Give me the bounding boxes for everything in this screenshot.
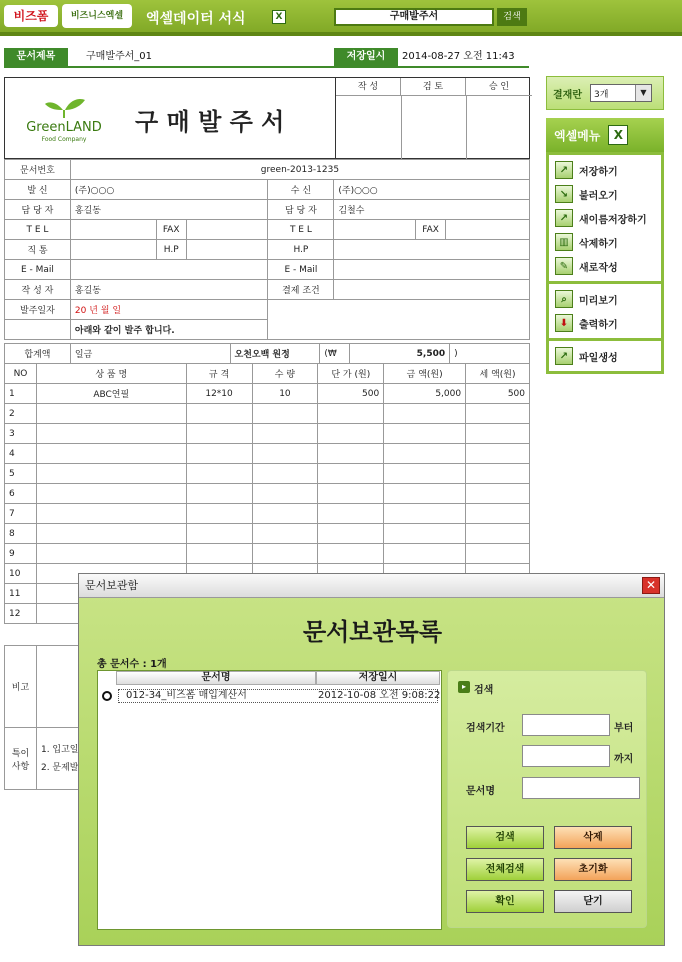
hp-label: H.P — [268, 240, 334, 260]
app-title: 엑셀데이터 서식 — [146, 11, 246, 27]
table-cell[interactable] — [36, 424, 186, 444]
payment-label: 결제 조건 — [268, 280, 334, 300]
table-row[interactable] — [5, 504, 530, 524]
column-header: 세 액(원) — [466, 364, 530, 384]
manager-label: 담 당 자 — [268, 200, 334, 220]
table-cell[interactable] — [384, 504, 466, 524]
close-button[interactable]: 닫기 — [554, 890, 632, 913]
file-create-icon: ↗ — [555, 347, 573, 365]
approval-divider — [401, 96, 402, 159]
table-cell[interactable] — [318, 544, 384, 564]
table-cell[interactable] — [384, 424, 466, 444]
reset-button[interactable]: 초기화 — [554, 858, 632, 881]
doc-no-value[interactable]: green-2013-1235 — [70, 160, 529, 180]
excel-icon: X — [608, 125, 628, 145]
table-cell[interactable] — [186, 404, 252, 424]
table-cell[interactable] — [384, 404, 466, 424]
period-to-input[interactable] — [522, 745, 610, 767]
writer-value[interactable]: 홍길동 — [70, 280, 268, 300]
table-cell[interactable]: 500 — [466, 384, 530, 404]
table-cell[interactable] — [36, 524, 186, 544]
special-label: 특이 사항 — [5, 728, 37, 790]
list-item-name: 012-34_비즈폼 매입계산서 — [126, 690, 247, 701]
list-header-date[interactable]: 저장일시 — [316, 671, 440, 685]
approval-grid — [335, 78, 531, 159]
table-cell[interactable]: 12 — [5, 604, 37, 624]
greenland-logo — [19, 88, 109, 146]
hp-right-value[interactable] — [334, 240, 530, 260]
saved-time-label: 저장일시 — [334, 48, 398, 66]
table-cell[interactable]: 9 — [5, 544, 37, 564]
doc-no-label: 문서번호 — [5, 160, 71, 180]
table-cell[interactable] — [466, 544, 530, 564]
brand-name: GreenLAND — [26, 120, 102, 135]
column-header: NO — [5, 364, 37, 384]
period-label: 검색기간 — [466, 723, 505, 734]
menu-open[interactable] — [549, 182, 661, 206]
doc-list — [97, 670, 442, 930]
period-from-input[interactable] — [522, 714, 610, 736]
tel-left-value[interactable] — [70, 220, 156, 240]
table-row[interactable] — [5, 544, 530, 564]
business-excel-logo[interactable]: 비즈니스엑셀 — [62, 4, 132, 28]
menu-file-create[interactable] — [549, 344, 661, 368]
receiver-value[interactable]: (주)○○○ — [334, 180, 530, 200]
list-item[interactable] — [98, 689, 441, 703]
table-cell[interactable]: 500 — [318, 384, 384, 404]
table-cell[interactable]: 2 — [5, 404, 37, 424]
receiver-label: 수 신 — [268, 180, 334, 200]
table-row[interactable] — [5, 384, 530, 404]
approval-divider — [466, 96, 467, 159]
info-table — [4, 159, 530, 340]
hp-label: H.P — [156, 240, 186, 260]
menu-delete[interactable] — [549, 230, 661, 254]
table-row[interactable] — [5, 524, 530, 544]
table-cell[interactable] — [466, 484, 530, 504]
docname-label: 문서명 — [466, 786, 495, 797]
total-table — [4, 343, 530, 364]
header-divider — [4, 66, 529, 68]
form-title-block — [4, 77, 530, 159]
docname-input[interactable] — [522, 777, 640, 799]
table-cell[interactable]: 4 — [5, 444, 37, 464]
table-cell[interactable]: 5,000 — [384, 384, 466, 404]
bizform-logo[interactable]: 비즈폼 — [4, 5, 58, 27]
table-cell[interactable] — [186, 464, 252, 484]
direct-label: 직 통 — [5, 240, 71, 260]
table-cell[interactable] — [318, 444, 384, 464]
search-panel-title: 검색 — [474, 685, 494, 696]
open-icon: ↘ — [555, 185, 573, 203]
brand-sub: Food Company — [41, 136, 87, 143]
preview-icon: ⌕ — [555, 290, 573, 308]
hp-left-value[interactable] — [186, 240, 268, 260]
table-cell[interactable]: 12*10 — [186, 384, 252, 404]
doc-search-input[interactable]: 구매발주서 — [334, 8, 494, 26]
menu-preview[interactable] — [549, 287, 661, 311]
table-cell[interactable] — [252, 484, 318, 504]
table-row[interactable] — [5, 464, 530, 484]
tel-label: T E L — [5, 220, 71, 240]
table-cell[interactable] — [318, 464, 384, 484]
table-cell[interactable] — [318, 404, 384, 424]
table-cell[interactable] — [252, 544, 318, 564]
table-cell[interactable] — [186, 524, 252, 544]
table-cell[interactable] — [186, 424, 252, 444]
search-all-button[interactable]: 전체검색 — [466, 858, 544, 881]
table-cell[interactable] — [186, 504, 252, 524]
order-date-value[interactable]: 20 년 월 일 — [70, 300, 268, 320]
table-cell[interactable] — [318, 424, 384, 444]
table-cell[interactable] — [186, 484, 252, 504]
manager-left-value[interactable]: 홍길동 — [70, 200, 268, 220]
doc-count: 총 문서수 : 1개 — [97, 659, 167, 670]
special-line-1: 1. 입고일 — [40, 744, 79, 755]
table-cell[interactable] — [384, 524, 466, 544]
menu-save[interactable] — [549, 158, 661, 182]
manager-label: 담 당 자 — [5, 200, 71, 220]
table-cell[interactable] — [36, 504, 186, 524]
table-cell[interactable] — [186, 444, 252, 464]
fax-left-value[interactable] — [186, 220, 268, 240]
payment-value[interactable] — [334, 280, 530, 300]
new-doc-icon: ✎ — [555, 257, 573, 275]
save-as-icon: ↗ — [555, 209, 573, 227]
email-label: E - Mail — [268, 260, 334, 280]
menu-group-file-create — [546, 341, 664, 374]
table-cell[interactable] — [252, 444, 318, 464]
fax-right-value[interactable] — [446, 220, 530, 240]
table-cell[interactable] — [318, 524, 384, 544]
tel-label: T E L — [268, 220, 334, 240]
menu-delete-label: 삭제하기 — [579, 238, 618, 250]
column-header: 상 품 명 — [36, 364, 186, 384]
save-icon: ↗ — [555, 161, 573, 179]
table-cell[interactable]: 8 — [5, 524, 37, 544]
table-cell[interactable] — [318, 484, 384, 504]
doc-title-value[interactable]: 구매발주서_01 — [86, 51, 153, 62]
menu-open-label: 불러오기 — [579, 190, 618, 202]
approval-review: 검 토 — [401, 78, 466, 96]
doc-archive-modal — [78, 573, 665, 946]
list-item-date: 2012-10-08 오전 9:08:22 — [318, 690, 441, 701]
table-cell[interactable] — [318, 504, 384, 524]
sender-value[interactable]: (주)○○○ — [70, 180, 268, 200]
doc-title-label: 문서제목 — [4, 48, 68, 66]
menu-print-label: 출력하기 — [579, 319, 618, 331]
table-cell[interactable] — [384, 484, 466, 504]
right-panel — [546, 76, 664, 374]
column-header: 규 격 — [186, 364, 252, 384]
table-cell[interactable]: 3 — [5, 424, 37, 444]
approval-select[interactable] — [590, 84, 652, 102]
table-row[interactable] — [5, 444, 530, 464]
total-words: 오천오백 원정 — [230, 344, 320, 364]
table-cell[interactable] — [466, 504, 530, 524]
total-close: ) — [450, 344, 530, 364]
table-cell[interactable] — [36, 444, 186, 464]
table-cell[interactable]: 6 — [5, 484, 37, 504]
table-row[interactable] — [5, 424, 530, 444]
fax-label: FAX — [156, 220, 186, 240]
modal-heading: 문서보관목록 — [302, 618, 443, 646]
sender-label: 발 신 — [5, 180, 71, 200]
approval-select-bar — [546, 76, 664, 110]
table-cell[interactable] — [466, 424, 530, 444]
table-cell[interactable]: 10 — [252, 384, 318, 404]
table-cell[interactable]: 10 — [5, 564, 37, 584]
table-cell[interactable] — [466, 524, 530, 544]
table-cell[interactable] — [36, 404, 186, 424]
print-icon: ⬇ — [555, 314, 573, 332]
radio-button[interactable] — [102, 691, 112, 701]
total-prefix: 일금 — [70, 344, 230, 364]
notice-text: 아래와 같이 발주 합니다. — [70, 320, 268, 340]
table-cell[interactable]: ABC연필 — [36, 384, 186, 404]
form-heading: 구 매 발 주 서 — [135, 108, 285, 136]
order-date-label: 발주일자 — [5, 300, 71, 320]
table-cell[interactable] — [186, 544, 252, 564]
table-row[interactable] — [5, 484, 530, 504]
menu-group-print — [546, 284, 664, 341]
table-cell[interactable]: 1 — [5, 384, 37, 404]
approval-select-label: 결재란 — [553, 89, 582, 101]
excel-icon: X — [272, 10, 286, 24]
to-label: 까지 — [614, 754, 634, 765]
menu-save-as-label: 새이름저장하기 — [579, 214, 647, 226]
table-cell[interactable]: 5 — [5, 464, 37, 484]
top-bar — [0, 0, 682, 36]
direct-left-value[interactable] — [70, 240, 156, 260]
approval-writer: 작 성 — [336, 78, 401, 96]
table-cell[interactable] — [252, 504, 318, 524]
approval-select-value: 3개 — [593, 89, 609, 100]
menu-preview-label: 미리보기 — [579, 295, 618, 307]
table-cell[interactable] — [384, 444, 466, 464]
menu-print[interactable] — [549, 311, 661, 335]
modal-titlebar[interactable] — [79, 574, 664, 598]
close-icon[interactable]: ✕ — [642, 577, 660, 594]
search-panel — [447, 670, 647, 928]
column-header: 수 량 — [252, 364, 318, 384]
table-cell[interactable] — [36, 464, 186, 484]
table-cell[interactable] — [466, 464, 530, 484]
total-currency: (₩ — [320, 344, 350, 364]
manager-right-value[interactable]: 김철수 — [334, 200, 530, 220]
table-cell[interactable] — [36, 544, 186, 564]
writer-label: 작 성 자 — [5, 280, 71, 300]
items-header — [5, 364, 530, 384]
menu-save-label: 저장하기 — [579, 166, 618, 178]
saved-time-value: 2014-08-27 오전 11:43 — [402, 51, 515, 62]
excel-menu-title: 엑셀메뉴 — [554, 128, 601, 143]
special-line-2: 2. 문제발 — [40, 762, 79, 773]
arrow-right-icon: ▸ — [458, 681, 470, 693]
order-date-blank — [268, 300, 530, 340]
total-amount: 5,500 — [350, 344, 450, 364]
email-label: E - Mail — [5, 260, 71, 280]
remarks-label: 비고 — [5, 646, 37, 728]
tel-right-value[interactable] — [334, 220, 416, 240]
table-row[interactable] — [5, 404, 530, 424]
column-header: 단 가 (원) — [318, 364, 384, 384]
table-cell[interactable] — [252, 404, 318, 424]
table-cell[interactable]: 11 — [5, 584, 37, 604]
table-cell[interactable] — [252, 464, 318, 484]
table-cell[interactable] — [252, 524, 318, 544]
menu-new-label: 새로작성 — [579, 262, 618, 274]
trash-icon: ▥ — [555, 233, 573, 251]
fax-label: FAX — [416, 220, 446, 240]
menu-new[interactable] — [549, 254, 661, 278]
table-cell[interactable] — [252, 424, 318, 444]
menu-save-as[interactable] — [549, 206, 661, 230]
menu-file-create-label: 파일생성 — [579, 352, 618, 364]
modal-title: 문서보관함 — [85, 579, 139, 592]
delete-button[interactable]: 삭제 — [554, 826, 632, 849]
excel-menu-header — [546, 118, 664, 152]
search-button[interactable]: 검색 — [466, 826, 544, 849]
column-header: 금 액(원) — [384, 364, 466, 384]
table-cell[interactable] — [466, 404, 530, 424]
table-cell[interactable] — [466, 444, 530, 464]
approval-approve: 승 인 — [466, 78, 532, 96]
chevron-down-icon[interactable]: ▼ — [635, 85, 651, 101]
from-label: 부터 — [614, 723, 634, 734]
confirm-button[interactable]: 확인 — [466, 890, 544, 913]
table-cell[interactable] — [384, 544, 466, 564]
email-left-value[interactable] — [70, 260, 268, 280]
menu-group-file — [546, 152, 664, 284]
table-cell[interactable] — [36, 484, 186, 504]
top-bar-strip — [0, 32, 682, 36]
table-cell[interactable]: 7 — [5, 504, 37, 524]
table-cell[interactable] — [384, 464, 466, 484]
total-label: 합계액 — [5, 344, 71, 364]
list-header-name[interactable]: 문서명 — [116, 671, 316, 685]
email-right-value[interactable] — [334, 260, 530, 280]
top-search-button[interactable]: 검색 — [497, 8, 527, 26]
